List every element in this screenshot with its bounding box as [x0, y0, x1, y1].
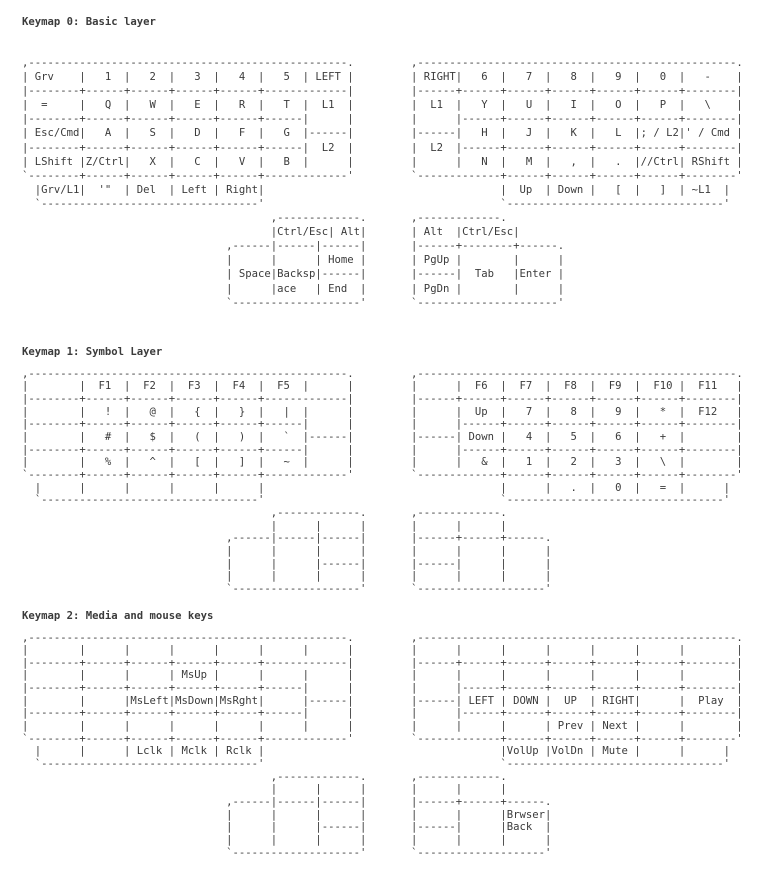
- keymap-2-ascii-art: ,--------------------------------------------------. ,--------------------------------------------------. | | | | | | | | | | | | | | | | |--------+------+------+------+------+-------------| |------+------+------+------+------+------+--------| | | | | MsUp | | | | | | | | | | | | |--------+------+------+------+------+------| | | |------+------+------+------+------+--------| | | |MsLeft|MsDown|MsRght| |------| |------| LEFT | DOWN | UP | RIGHT| | Play | |--------+------+------+------+------+------| | | |------+------+------+------+------+--------| | | | | | | | | | | | | Prev | Next | | | `--------+------+------+------+------+-------------' `-------------+------+------+------+------+--------' | | | Lclk | Mclk | Rclk | |VolUp |VolDn | Mute | | | `----------------------------------' `----------------------------------' ,-------------. ,-------------. | | | | | | ,------|------|------| |------+------+------. | | | | | | |Brwser| | | |------| |------| |Back | | | | | | | | | `--------------------' `--------------------': [22, 631, 743, 859]
- keymap-section-basic: [22, 15, 765, 310]
- keymap-section-media-mouse: [22, 609, 765, 860]
- keymap-section-symbol: [22, 345, 765, 596]
- keymap-1-title: Keymap 1: Symbol Layer: [22, 345, 163, 358]
- keymap-1-ascii-art: ,--------------------------------------------------. ,--------------------------------------------------. | | F1 | F2 | F3 | F4 | F5 | | | | F6 | F7 | F8 | F9 | F10 | F11 | |--------+------+------+------+------+-------------| |------+------+------+------+------+------+--------| | | ! | @ | { | } | | | | | | Up | 7 | 8 | 9 | * | F12 | |--------+------+------+------+------+------| | | |------+------+------+------+------+--------| | | # | $ | ( | ) | ` |------| |------| Down | 4 | 5 | 6 | + | | |--------+------+------+------+------+------| | | |------+------+------+------+------+--------| | | % | ^ | [ | ] | ~ | | | | & | 1 | 2 | 3 | \ | | `--------+------+------+------+------+-------------' `-------------+------+------+------+------+--------' | | | | | | | | . | 0 | = | | `----------------------------------' `----------------------------------' ,-------------. ,-------------. | | | | | | ,------|------|------| |------+------+------. | | | | | | | | | | |------| |------| | | | | | | | | | | `--------------------' `--------------------': [22, 367, 743, 595]
- keymap-0-ascii-art: ,--------------------------------------------------. ,--------------------------------------------------. | Grv | 1 | 2 | 3 | 4 | 5 | LEFT | | RIGHT| 6 | 7 | 8 | 9 | 0 | - | |--------+------+------+------+------+-------------| |------+------+------+------+------+------+--------| | = | Q | W | E | R | T | L1 | | L1 | Y | U | I | O | P | \ | |--------+------+------+------+------+------| | | |------+------+------+------+------+--------| | Esc/Cmd| A | S | D | F | G |------| |------| H | J | K | L |; / L2|' / Cmd | |--------+------+------+------+------+------| L2 | | L2 |------+------+------+------+------+--------| | LShift |Z/Ctrl| X | C | V | B | | | | N | M | , | . |//Ctrl| RShift | `--------+------+------+------+------+-------------' `-------------+------+------+------+------+--------' |Grv/L1| '" | Del | Left | Right| | Up | Down | [ | ] | ~L1 | `----------------------------------' `----------------------------------' ,-------------. ,-------------. |Ctrl/Esc| Alt| | Alt |Ctrl/Esc| ,------|------|------| |------+--------+------. | | | Home | | PgUp | | | | Space|Backsp|------| |------| Tab |Enter | | |ace | End | | PgDn | | | `--------------------' `----------------------': [22, 57, 743, 309]
- keymap-2-title: Keymap 2: Media and mouse keys: [22, 609, 214, 622]
- keymap-0-title: Keymap 0: Basic layer: [22, 16, 156, 28]
